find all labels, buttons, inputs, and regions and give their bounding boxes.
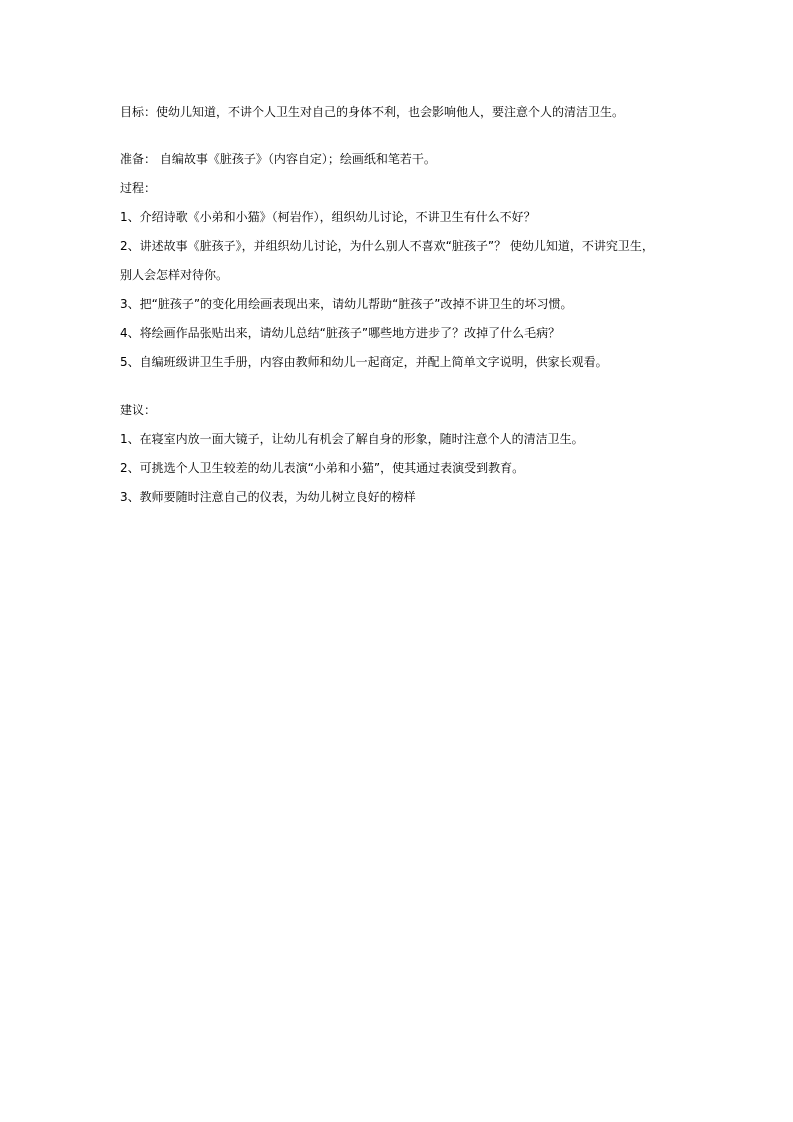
suggestion-item-3: 3、教师要随时注意自己的仪表，为幼儿树立良好的榜样 <box>120 490 416 504</box>
preparation-paragraph: 准备： 自编故事《脏孩子》（内容自定）；绘画纸和笔若干。 <box>120 152 436 166</box>
process-item-3: 3、把“脏孩子”的变化用绘画表现出来，请幼儿帮助“脏孩子”改掉不讲卫生的坏习惯。 <box>120 297 573 311</box>
suggestion-item-1: 1、在寝室内放一面大镜子，让幼儿有机会了解自身的形象，随时注意个人的清洁卫生。 <box>120 432 584 446</box>
process-heading: 过程： <box>120 181 157 195</box>
process-item-5: 5、自编班级讲卫生手册，内容由教师和幼儿一起商定，并配上简单文字说明，供家长观看。 <box>120 355 608 369</box>
process-item-2-continued: 别人会怎样对待你。 <box>120 268 229 282</box>
suggestion-item-2: 2、可挑选个人卫生较差的幼儿表演“小弟和小猫”，使其通过表演受到教育。 <box>120 461 525 475</box>
process-item-4: 4、将绘画作品张贴出来，请幼儿总结“脏孩子”哪些地方进步了？改掉了什么毛病？ <box>120 326 561 340</box>
goal-paragraph: 目标：使幼儿知道，不讲个人卫生对自己的身体不利，也会影响他人，要注意个人的清洁卫生。 <box>120 105 625 119</box>
process-item-2: 2、讲述故事《脏孩子》，并组织幼儿讨论，为什么别人不喜欢“脏孩子”？ 使幼儿知道，不讲究卫生， <box>120 239 654 253</box>
suggestion-heading: 建议： <box>120 403 157 417</box>
process-item-1: 1、介绍诗歌《小弟和小猫》（柯岩作），组织幼儿讨论，不讲卫生有什么不好？ <box>120 210 536 224</box>
